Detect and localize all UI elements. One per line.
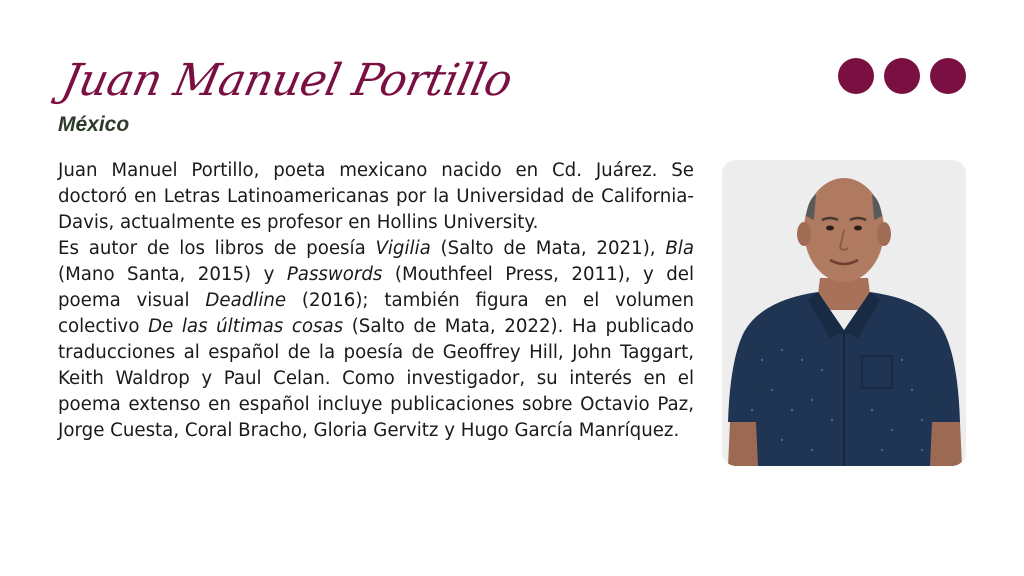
book-title-deadline: Deadline — [205, 290, 287, 311]
book-title-vigilia: Vigilia — [375, 238, 431, 259]
book-title-passwords: Passwords — [286, 264, 383, 285]
decorative-dots — [838, 58, 968, 94]
dot-icon — [930, 58, 966, 94]
dot-icon — [884, 58, 920, 94]
author-portrait-photo — [722, 160, 966, 466]
dot-icon — [838, 58, 874, 94]
bio-text: Es autor de los libros de poesía — [58, 238, 376, 259]
author-country: México — [58, 113, 130, 136]
bio-text: (Mano Santa, 2015) y — [58, 264, 287, 285]
bio-text: (Salto de Mata, 2021), — [430, 238, 666, 259]
bio-text: (2016); también figura en el volumen colectivo — [58, 290, 694, 337]
bio-text: (Salto de Mata, 2022). Ha publicado traducciones al español de la poesía de Geoffrey Hill, John Taggart, Keith Waldrop y Paul Celan. Como investigador, su interés en el poema extenso en español incluye publicaciones sobre Octavio Paz, Jorge Cuesta, Coral Bracho, Gloria Gervitz y Hugo García Manríquez. — [58, 316, 694, 441]
book-title-bla: Bla — [665, 238, 694, 259]
author-biography — [58, 158, 694, 444]
bio-paragraph-2 — [58, 236, 694, 444]
bio-paragraph-1: Juan Manuel Portillo, poeta mexicano nacido en Cd. Juárez. Se doctoró en Letras Latinoamericanas por la Universidad de California-Davis, actualmente es profesor en Hollins University. — [58, 160, 694, 233]
author-name-title: Juan Manuel Portillo — [57, 55, 517, 106]
book-title-ultimas-cosas: De las últimas cosas — [148, 316, 344, 337]
bio-text: (Mouthfeel Press, 2011), y del poema visual — [58, 264, 695, 311]
portrait-illustration — [722, 160, 966, 466]
